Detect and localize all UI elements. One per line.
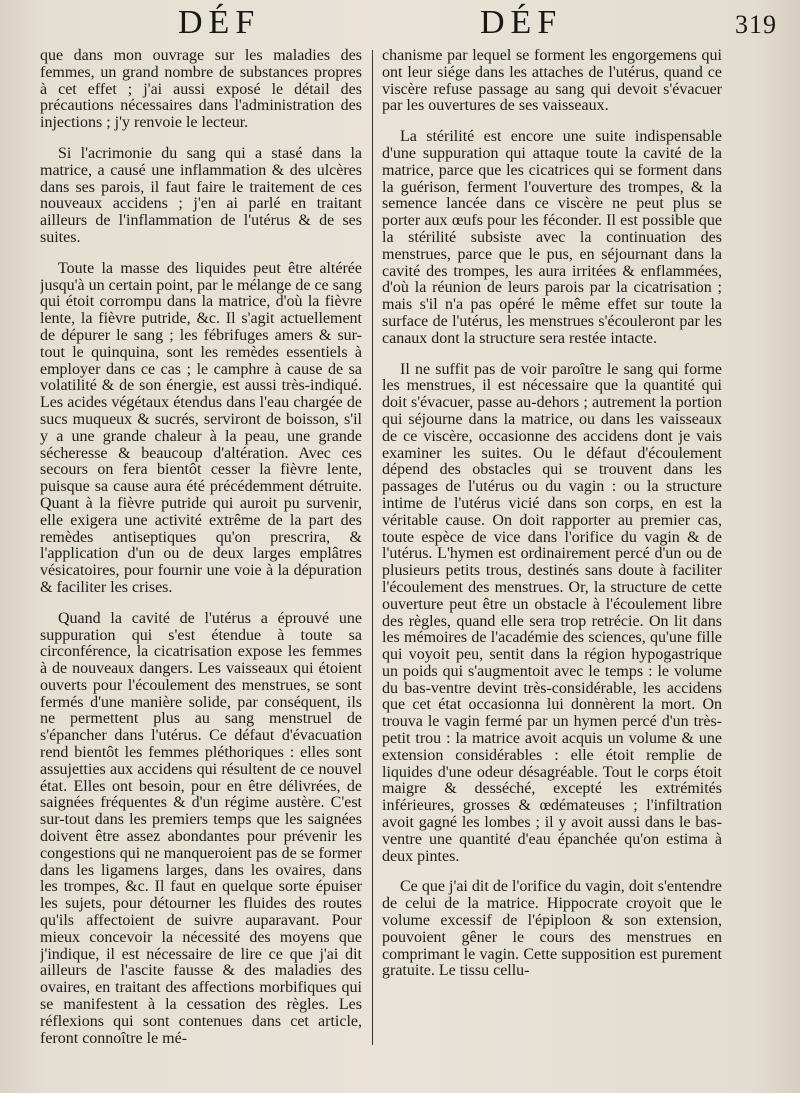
page-number: 319 xyxy=(735,10,777,39)
header-left-title: DÉF xyxy=(178,4,261,41)
right-paragraph-2: La stérilité est encore une suite indispensable d'une suppuration qui attaque toute la cavité de la matrice, parce que les cicatrices qui se forment dans la guérison, ferment l'ouverture des trompes, & la semence lancée dans ce viscère ne peut plus se porter aux œufs pour les féconder. Il est possible que la stérilité subsiste avec la continuation des menstrues, parce que le pus, en séjournant dans la cavité des trompes, les aura irritées & enflammées, d'où la réunion de leurs parois par la cicatrisation ; mais s'il n'a pas opéré le même effet sur toute la surface de l'utérus, les menstrues s'écouleront par les canaux dont la structure sera restée intacte. xyxy=(382,128,722,347)
right-paragraph-3: Il ne suffit pas de voir paroître le sang qui forme les menstrues, il est nécessaire que la quantité qui doit s'évacuer, passe au-dehors ; autrement la portion qui séjourne dans la matrice, ou dans les vaisseaux de ce viscère, occasionne des accidens dont je vais examiner les suites. Ou le défaut d'écoulement dépend des obstacles qui se trouvent dans les passages de l'utérus ou du vagin : ou la structure intime de l'utérus vicié dans son corps, en est la véritable cause. On doit rapporter au premier cas, toute espèce de vice dans l'orifice du vagin & de l'utérus. L'hymen est ordinairement percé d'un ou de plusieurs petits trous, destinés sans doute à faciliter l'écoulement des menstrues. Or, la structure de cette ouverture peut être un obstacle à l'écoulement libre des règles, quand elle sera trop retrécie. On lit dans les mémoires de l'académie des sciences, qu'une fille qui voyoit peu, sentit dans la région hypogastrique un poids qui s'augmentoit avec le temps : le volume du bas-ventre devint très-considérable, les accidens que cet état occasionna lui donnèrent la mort. On trouva le vagin fermé par un hymen percé d'un très-petit trou : la matrice avoit acquis un volume & une extension considérables : elle étoit remplie de liquides d'une odeur désagréable. Tout le corps étoit maigre & desséché, excepté les extrémités inférieures, grosses & œdémateuses ; l'infiltration avoit gagné les lombes ; il y avoit aussi dans le bas-ventre une quantité d'eau épanchée qu'on estima à deux pintes. xyxy=(382,360,722,865)
right-column xyxy=(382,48,722,1065)
left-paragraph-2: Si l'acrimonie du sang qui a stasé dans la matrice, a causé une inflammation & des ulcères dans ses parois, il faut faire le traitement de ces nouveaux accidens ; j'en ai parlé en traitant ailleurs de l'inflammation de l'utérus & de ses suites. xyxy=(40,144,362,246)
left-column xyxy=(40,48,362,1065)
left-paragraph-4: Quand la cavité de l'utérus a éprouvé une suppuration qui s'est étendue à toute sa circonférence, la cicatrisation expose les femmes à de nouveaux dangers. Les vaisseaux qui étoient ouverts pour l'écoulement des menstrues, se sont fermés d'une manière solide, par conséquent, ils ne permettent plus au sang menstruel de s'épancher dans l'utérus. Ce défaut d'évacuation rend bientôt les femmes pléthoriques : elles sont assujetties aux accidens qui résultent de ce nouvel état. Elles ont besoin, pour en être délivrées, de saignées fréquentes & d'un régime austère. C'est sur-tout dans les premiers temps que les saignées doivent être assez abondantes pour prévenir les congestions qui ne manqueroient pas de se former dans les ligamens larges, dans les ovaires, dans les trompes, &c. Il faut en quelque sorte épuiser les sujets, pour détourner les fluides des routes qu'ils affectoient de suivre auparavant. Pour mieux concevoir la nécessité des moyens que j'indique, il est nécessaire de lire ce que j'ai dit ailleurs de l'ascite fausse & des maladies des ovaires, en traitant des affections morbifiques qui se manifestent à la cessation des règles. Les réflexions qui sont contenues dans cet article, feront connoître le mé- xyxy=(40,609,362,1047)
right-paragraph-1: chanisme par lequel se forment les engorgemens qui ont leur siége dans les attaches de l'utérus, quand ce viscère refuse passage au sang qui devoit s'évacuer par les ouvertures de ses vaisseaux. xyxy=(382,48,722,115)
left-paragraph-3: Toute la masse des liquides peut être altérée jusqu'à un certain point, par le mélange de ce sang qui étoit corrompu dans la matrice, d'où la fièvre lente, la fièvre putride, &c. Il s'agit actuellement de dépurer le sang ; les fébrifuges amers & sur-tout le quinquina, sont les remèdes essentiels à employer dans ce cas ; le camphre à cause de sa volatilité & de son énergie, est aussi très-indiqué. Les acides végétaux étendus dans l'eau chargée de sucs muqueux & sucrés, serviront de boisson, s'il y a une grande chaleur à la peau, une grande sécheresse & beaucoup d'altération. Avec ces secours on fera bientôt cesser la fièvre lente, puisque sa cause aura été précédemment détruite. Quant à la fièvre putride qui auroit pu survenir, elle exigera une activité extrême de la part des remèdes antiseptiques qu'on prescrira, & l'application d'un ou de deux larges emplâtres vésicatoires, pour fournir une voie à la dépuration & faciliter les crises. xyxy=(40,259,362,596)
right-paragraph-4: Ce que j'ai dit de l'orifice du vagin, doit s'entendre de celui de la matrice. Hippocrate croyoit que le volume excessif de l'épiploon & son extension, pouvoient gêner le cours des menstrues en comprimant le vagin. Cette supposition est purement gratuite. Le tissu cellu- xyxy=(382,878,722,980)
column-divider xyxy=(372,50,373,1045)
left-paragraph-1: que dans mon ouvrage sur les maladies des femmes, un grand nombre de substances propres à cet effet ; j'ai aussi exposé le détail des précautions nécessaires dans l'administration des injections ; j'y renvoie le lecteur. xyxy=(40,48,362,132)
running-header xyxy=(0,4,800,44)
header-center-title: DÉF xyxy=(480,4,563,41)
